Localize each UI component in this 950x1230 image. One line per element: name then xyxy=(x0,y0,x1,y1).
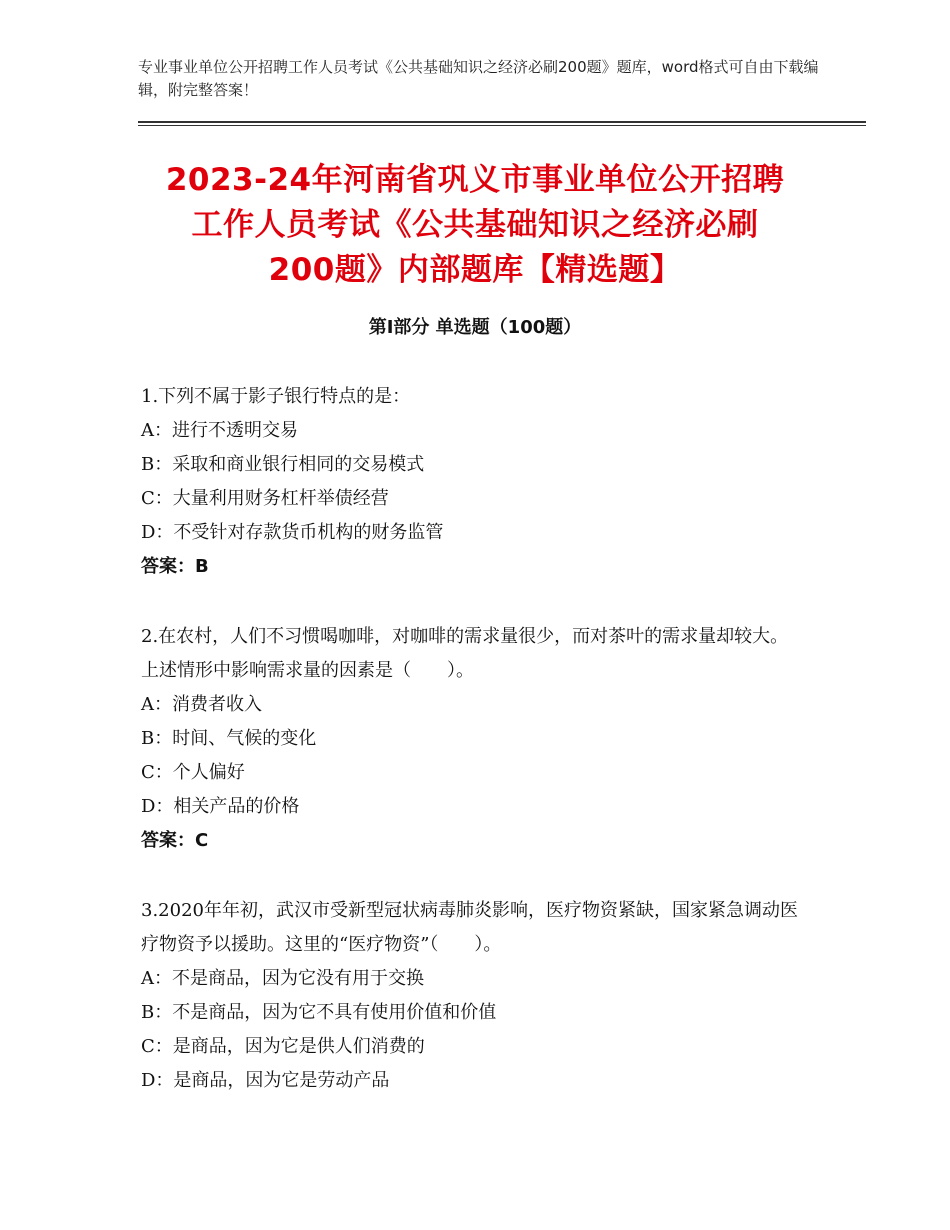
answer: 答案：B xyxy=(141,556,209,577)
title-line-3: 200题》内部题库【精选题】 xyxy=(268,252,682,288)
question-1 xyxy=(141,380,801,584)
option-a: A：进行不透明交易 xyxy=(141,420,298,441)
document-title xyxy=(110,158,840,293)
option-c: C：个人偏好 xyxy=(141,762,245,783)
option-d: D：相关产品的价格 xyxy=(141,796,300,817)
option-a: A：不是商品，因为它没有用于交换 xyxy=(141,968,424,989)
option-b: B：不是商品，因为它不具有使用价值和价值 xyxy=(141,1002,497,1023)
option-c: C：大量利用财务杠杆举债经营 xyxy=(141,488,389,509)
option-c: C：是商品，因为它是供人们消费的 xyxy=(141,1036,425,1057)
question-list xyxy=(141,380,801,1134)
question-3 xyxy=(141,894,801,1098)
option-d: D：是商品，因为它是劳动产品 xyxy=(141,1070,390,1091)
question-stem: 3.2020年年初，武汉市受新型冠状病毒肺炎影响，医疗物资紧缺，国家紧急调动医疗物资予以援助。这里的“医疗物资”（ ）。 xyxy=(141,900,798,955)
title-line-1: 2023-24年河南省巩义市事业单位公开招聘 xyxy=(165,162,785,198)
question-stem: 1.下列不属于影子银行特点的是： xyxy=(141,386,411,407)
title-line-2: 工作人员考试《公共基础知识之经济必刷 xyxy=(191,207,759,243)
option-b: B：采取和商业银行相同的交易模式 xyxy=(141,454,425,475)
header-divider-thin xyxy=(138,125,866,126)
header-note: 专业事业单位公开招聘工作人员考试《公共基础知识之经济必刷200题》题库，word格式可自由下载编辑，附完整答案！ xyxy=(138,58,819,99)
section-heading: 第Ⅰ部分 单选题（100题） xyxy=(368,317,582,338)
option-b: B：时间、气候的变化 xyxy=(141,728,317,749)
header-divider-thick xyxy=(138,121,866,123)
option-d: D：不受针对存款货币机构的财务监管 xyxy=(141,522,444,543)
question-stem: 2.在农村，人们不习惯喝咖啡，对咖啡的需求量很少，而对茶叶的需求量却较大。上述情形中影响需求量的因素是（ ）。 xyxy=(141,626,789,681)
option-a: A：消费者收入 xyxy=(141,694,262,715)
question-2 xyxy=(141,620,801,858)
answer: 答案：C xyxy=(141,830,209,851)
